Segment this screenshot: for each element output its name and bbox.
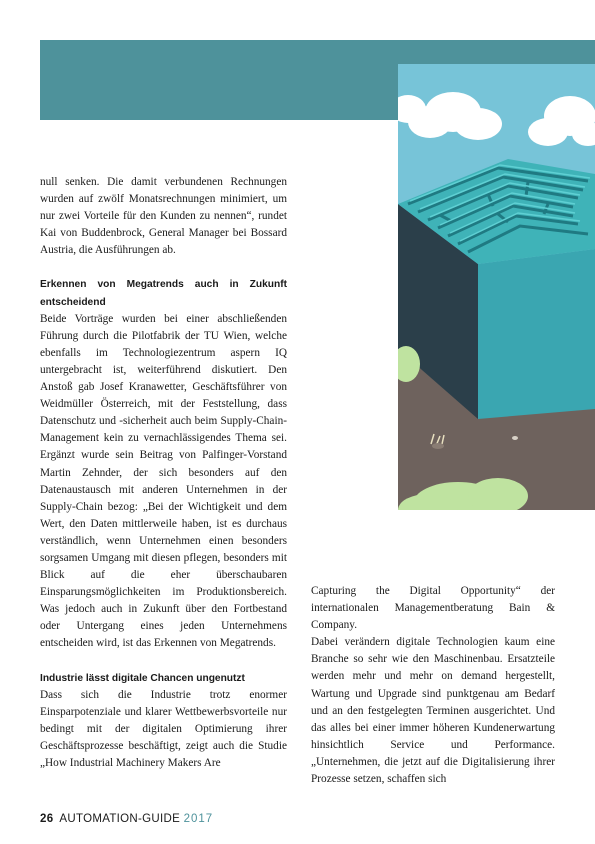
- body-paragraph: Beide Vorträge wurden bei einer abschließenden Führung durch die Pilotfabrik der TU Wien, welche ebenfalls im Technologiezentrum aspern IQ untergebracht ist, weiterführend diskutiert. Den Anstoß gab Josef Kranawetter, Geschäftsführer von Weidmüller Österreich, mit der Feststellung, dass Datenschutz und -sicherheit auch beim Supply-Chain-Management kein zu vernachlässigendes Thema sei. Ergänzt wurde sein Beitrag von Palfinger-Vorstand Martin Zehnder, der sich besonders auf den Datenaustausch mit anderen Unternehmen in der Supply-Chain bezog: „Bei der Wichtigkeit und dem Wert, den Daten mittlerweile haben, ist es durchaus verständlich, wenn Unternehmen einen besonders sorgsamen Umgang mit diesen pflegen, besonders mit Blick auf die eher überschaubaren Einsparungsmöglichkeiten im Produktionsbereich. Was jedoch auch in Zukunft über den Fortbestand oder Untergang eines jeden Unternehmens entscheiden wird, ist das Erkennen von Megatrends.: [40, 312, 287, 650]
- article-column-left: [40, 174, 287, 772]
- body-paragraph: null senken. Die damit verbundenen Rechnungen wurden auf zwölf Monatsrechnungen minimiert, um nur zwei Vorteile für den Kunden zu nennen“, rundet Kai von Buddenbrock, General Manager bei Bossard Austria, die Ausführungen ab.: [40, 176, 287, 257]
- section-heading: Erkennen von Megatrends auch in Zukunft entscheidend: [40, 279, 287, 308]
- body-paragraph: Capturing the Digital Opportunity“ der internationalen Managementberatung Bain & Company.: [311, 585, 555, 632]
- body-paragraph: Dabei verändern digitale Technologien kaum eine Branche so sehr wie den Maschinenbau. Ersatzteile werden mehr und mehr on demand hergestellt, Wartung und Upgrade sind punktgenau am Bedarf und an den festgelegten Terminen ausgerichtet. Und das alles bei einer immer höheren Kundenerwartung hinsichtlich Service und Performance. „Unternehmen, die jetzt auf die Digitalisierung ihrer Prozesse setzen, schaffen sich: [311, 636, 555, 786]
- publication-year: 2017: [183, 813, 214, 825]
- maze-illustration: [398, 64, 595, 510]
- page-number: 26: [40, 813, 54, 825]
- article-column-right: [311, 583, 555, 788]
- page-footer: [40, 813, 213, 825]
- body-paragraph: Dass sich die Industrie trotz enormer Einsparpotenziale und klarer Wettbewerbsvorteile nur bedingt mit der digitalen Optimierung ihrer Geschäftsprozesse beschäftigt, zeigt auch die Studie „How Industrial Machinery Makers Are: [40, 688, 287, 769]
- section-heading: Industrie lässt digitale Chancen ungenutzt: [40, 672, 245, 684]
- publication-name: AUTOMATION-GUIDE: [59, 813, 181, 825]
